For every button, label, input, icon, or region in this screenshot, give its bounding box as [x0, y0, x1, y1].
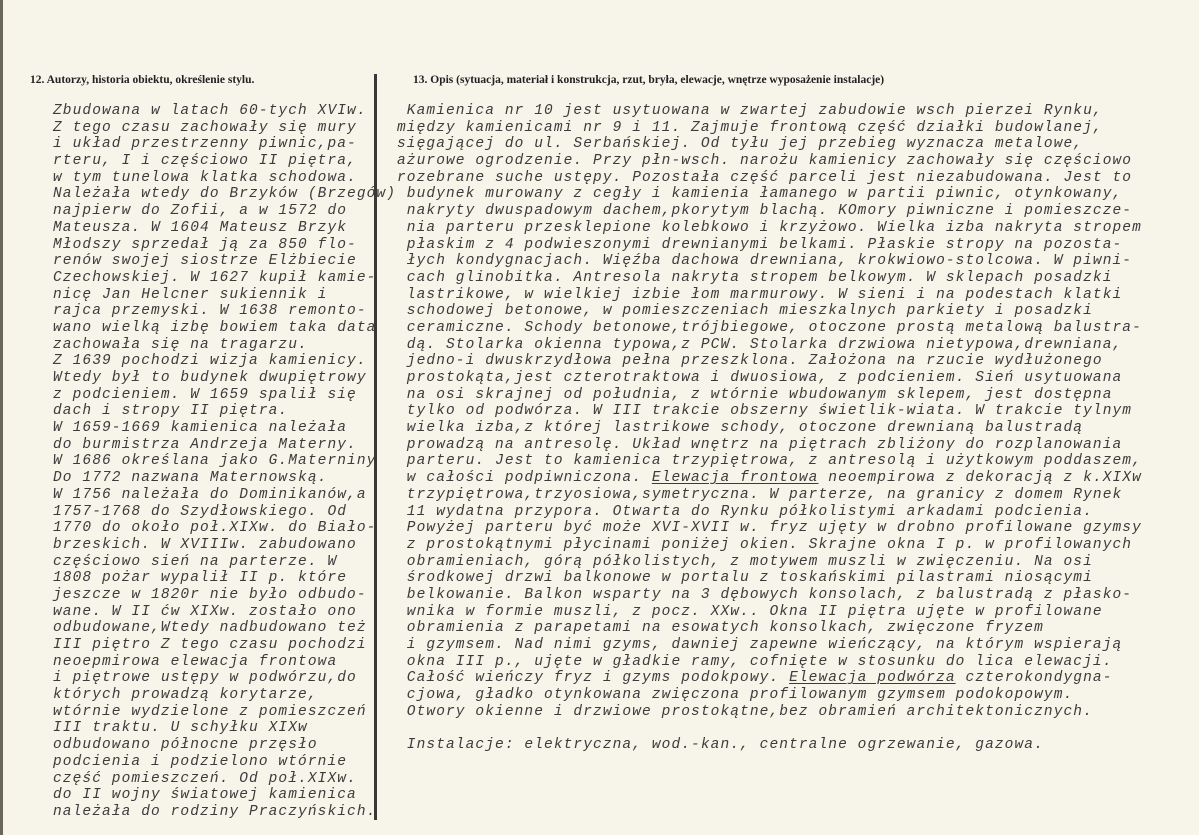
history-line: wtórnie wydzielone z pomieszczeń — [53, 703, 367, 720]
description-text-segment: rozebrane suche ustępy. Pozostała część parceli jest niezabudowana. Jest to — [397, 169, 1133, 186]
history-line: część pomieszczeń. Od poł.XIXw. — [53, 770, 357, 787]
description-text-segment: budynek murowany z cegły i kamienia łamanego w partii piwnic, otynkowany, — [397, 186, 1123, 203]
history-line: odbudowano północne przęsło — [53, 737, 318, 754]
description-line — [397, 120, 1142, 137]
description-text-segment: ceramiczne. Schody betonowe,trójbiegowe, otoczone prostą metalową balustra- — [397, 319, 1142, 336]
history-line: W 1686 określana jako G.Materniny — [53, 453, 377, 470]
description-line — [397, 337, 1142, 354]
history-line: Mateusza. W 1604 Mateusz Brzyk — [53, 219, 348, 236]
history-line: Należała wtedy do Brzyków (Brzegów) — [53, 186, 397, 203]
description-text-segment: czterokondygna- — [955, 670, 1113, 687]
description-text-segment: Otwory okienne i drzwiowe prostokątne,bez obramień architektonicznych. — [397, 703, 1093, 720]
description-line — [397, 737, 1142, 754]
history-line: rteru, I i częściowo II piętra, — [53, 153, 357, 170]
description-text-segment: okna III p., ujęte w gładkie ramy, cofnięte w stosunku do lica elewacji. — [397, 653, 1113, 670]
description-line — [397, 320, 1142, 337]
history-line: brzeskich. W XVIIIw. zabudowano — [53, 536, 357, 553]
history-line: do II wojny światowej kamienica — [53, 787, 357, 804]
description-text-segment: wnika w formie muszli, z pocz. XXw.. Okna II piętra ujęte w profilowane — [397, 603, 1103, 620]
history-line: Do 1772 nazwana Maternowską. — [53, 470, 328, 487]
section-13-heading: 13. Opis (sytuacja, materiał i konstrukcja, rzut, bryła, elewacje, wnętrze wyposażenie instalacje) — [413, 74, 885, 86]
description-line — [397, 570, 1142, 587]
underlined-subheading: Elewacja frontowa — [651, 470, 819, 487]
history-line: W 1756 należała do Dominikanów,a — [53, 486, 367, 503]
description-text-segment: prostokąta,jest czterotraktowa i dwuosiowa, z podcieniem. Sień usytuowana — [397, 370, 1123, 386]
history-line: z podcieniem. W 1659 spalił się — [53, 386, 357, 403]
description-text-segment: obramieniach, górą półkolistych, z motywem muszli w zwięczeniu. Na osi — [397, 553, 1093, 570]
history-line: Wtedy był to budynek dwupiętrowy — [53, 370, 367, 386]
description-line — [397, 537, 1142, 554]
history-line: neoepmirowa elewacja frontowa — [53, 653, 338, 670]
history-line: i układ przestrzenny piwnic,pa- — [53, 136, 357, 153]
description-text-segment: schodowej betonowe, w pomieszczeniach mieszkalnych parkiety i posadzki — [397, 303, 1093, 320]
description-line — [397, 170, 1142, 187]
description-line — [397, 153, 1142, 170]
description-text-segment: Kamienica nr 10 jest usytuowana w zwartej zabudowie wsch pierzei Rynku, — [397, 103, 1103, 119]
history-line: jeszcze w 1820r nie było odbudo- — [53, 586, 367, 603]
description-line — [397, 287, 1142, 304]
description-line — [397, 420, 1142, 437]
history-line: W 1659-1669 kamienica należała — [53, 420, 348, 437]
description-text-segment: i gzymsem. Nad nimi gzyms, dawniej zapewne wieńczący, na którym wspierają — [397, 637, 1123, 653]
description-line — [397, 270, 1142, 287]
description-line — [397, 720, 1142, 737]
history-line: Młodszy sprzedał ją za 850 flo- — [53, 236, 357, 253]
description-text-segment: w całości podpiwniczona. — [397, 470, 652, 487]
description-text-segment: środkowej drzwi balkonowe w portalu z toskańskimi pilastrami niosącymi — [397, 570, 1093, 587]
scan-edge — [0, 0, 3, 835]
history-line: należała do rodziny Praczyńskich. — [53, 803, 377, 820]
description-line — [397, 453, 1142, 470]
description-text-segment: ażurowe ogrodzenie. Przy płn-wsch. narożu kamienicy zachowały się częściowo — [397, 153, 1133, 170]
description-line — [397, 303, 1142, 320]
history-line: 1808 pożar wypalił II p. które — [53, 570, 348, 587]
description-text-segment: parteru. Jest to kamienica trzypiętrowa, z antresolą i użytkowym poddaszem, — [397, 453, 1142, 470]
description-text-segment: nia parteru przesklepione kolebkowo i krzyżowo. Wielka izba nakryta stropem — [397, 219, 1142, 236]
description-line — [397, 704, 1142, 721]
description-text-segment: wielka izba,z której lastrikowe schody, otoczone drewnianą balustradą — [397, 420, 1084, 437]
description-line — [397, 470, 1142, 487]
description-line — [397, 387, 1142, 404]
history-line: wano wielką izbę bowiem taka data — [53, 319, 377, 336]
description-line — [397, 437, 1142, 454]
history-line: w tym tunelowa klatka schodowa. — [53, 169, 357, 186]
description-text-segment: lastrikowe, w wielkiej izbie łom marmurowy. W sieni i na podestach klatki — [397, 286, 1123, 303]
description-text-segment: Powyżej parteru być może XVI-XVII w. fryz ujęty w drobno profilowane gzymsy — [397, 520, 1142, 537]
history-line: nicę Jan Helcner sukiennik i — [53, 286, 328, 303]
history-line: i piętrowe ustępy w podwórzu,do — [53, 670, 357, 687]
history-line: 1770 do około poł.XIXw. do Biało- — [53, 520, 377, 537]
history-line: III traktu. U schyłku XIXw — [53, 720, 308, 737]
description-text-segment: Całość wieńczy fryz i gzyms podokpowy. — [397, 670, 790, 687]
history-line: których prowadzą korytarze, — [53, 687, 318, 704]
history-line: Zbudowana w latach 60-tych XVIw. — [53, 103, 367, 119]
history-line: zachowała się na tragarzu. — [53, 336, 308, 353]
description-line — [397, 504, 1142, 521]
description-text-segment: prowadzą na antresolę. Układ wnętrz na piętrach zbliżony do rozplanowania — [397, 436, 1123, 453]
description-text-segment: tylko od podwórza. W III trakcie obszerny świetlik-wiata. W trakcie tylnym — [397, 403, 1133, 420]
description-line — [397, 186, 1142, 203]
description-text-segment: neoempirowa z dekoracją z k.XIXw — [818, 470, 1142, 487]
description-line — [397, 203, 1142, 220]
description-line — [397, 237, 1142, 254]
description-line — [397, 654, 1142, 671]
description-line — [397, 253, 1142, 270]
description-line — [397, 353, 1142, 370]
description-line — [397, 604, 1142, 621]
description-line — [397, 403, 1142, 420]
history-line: wane. W II ćw XIXw. zostało ono — [53, 603, 357, 620]
section-12-heading: 12. Autorzy, historia obiektu, określenie stylu. — [30, 74, 255, 86]
history-line: częściowo sień na parterze. W — [53, 553, 338, 570]
description-text-segment: cjowa, gładko otynkowana zwięczona profilowanym gzymsem podokopowym. — [397, 687, 1074, 704]
description-text-segment: jedno-i dwuskrzydłowa pełna przeszklona. Założona na rzucie wydłużonego — [397, 353, 1103, 370]
description-line — [397, 554, 1142, 571]
description-line — [397, 687, 1142, 704]
description-line — [397, 103, 1142, 120]
history-line: dach i stropy II piętra. — [53, 403, 289, 420]
description-text-segment: cach glinobitka. Antresola nakryta stropem belkowym. W sklepach posadzki — [397, 269, 1113, 286]
description-line — [397, 520, 1142, 537]
description-line — [397, 587, 1142, 604]
description-text-segment: trzypiętrowa,trzyosiowa,symetryczna. W parterze, na granicy z domem Rynek — [397, 486, 1123, 503]
description-text-segment: płaskim z 4 podwieszonymi drewnianymi belkami. Płaskie stropy na pozosta- — [397, 236, 1123, 253]
underlined-subheading: Elewacja podwórza — [789, 670, 956, 687]
description-text-segment: dą. Stolarka okienna typowa,z PCW. Stolarka drzwiowa nietypowa,drewniana, — [397, 336, 1123, 353]
history-line: III piętro Z tego czasu pochodzi — [53, 637, 367, 653]
history-line: Czechowskiej. W 1627 kupił kamie- — [53, 269, 377, 286]
description-text-segment: belkowanie. Balkon wsparty na 3 dębowych konsolach, z balustradą z płasko- — [397, 586, 1133, 603]
description-line — [397, 620, 1142, 637]
history-line: odbudowane,Wtedy nadbudowano też — [53, 620, 367, 637]
description-text-segment: między kamienicami nr 9 i 11. Zajmuje frontową część działki budowlanej, — [397, 119, 1103, 136]
description-text — [397, 103, 1142, 754]
history-line: najpierw do Zofii, a w 1572 do — [53, 203, 348, 220]
history-line: renów swojej siostrze Elżbiecie — [53, 253, 357, 270]
history-line: do burmistrza Andrzeja Materny. — [53, 436, 357, 453]
description-line — [397, 136, 1142, 153]
description-text-segment: na osi skrajnej od południa, z wtórnie wbudowanym sklepem, jest dostępna — [397, 386, 1113, 403]
description-line — [397, 487, 1142, 504]
description-text-segment: 11 wydatna przypora. Otwarta do Rynku półkolistymi arkadami podcienia. — [397, 503, 1093, 520]
description-text-segment: łych kondygnacjach. Więźba dachowa drewniana, krokwiowo-stolcowa. W piwni- — [397, 253, 1133, 270]
description-text-segment: obramienia z parapetami na esowatych konsolkach, zwięczone fryzem — [397, 620, 1044, 637]
description-text-segment: Instalacje: elektryczna, wod.-kan., centralne ogrzewanie, gazowa. — [397, 737, 1044, 754]
history-line: rajca przemyski. W 1638 remonto- — [53, 303, 367, 320]
description-text-segment: nakryty dwuspadowym dachem,pkorytym blachą. KOmory piwniczne i pomieszcze- — [397, 203, 1133, 220]
history-text — [53, 103, 396, 821]
description-line — [397, 637, 1142, 654]
description-line — [397, 220, 1142, 237]
history-line: podcienia i podzielono wtórnie — [53, 753, 348, 770]
history-line: Z tego czasu zachowały się mury — [53, 119, 357, 136]
description-text-segment: sięgającej do ul. Serbańskiej. Od tyłu jej przebieg wyznacza metalowe, — [397, 136, 1084, 153]
history-line: Z 1639 pochodzi wizja kamienicy. — [53, 353, 367, 370]
description-text-segment: z prostokątnymi płycinami poniżej okien. Skrajne okna I p. w profilowanych — [397, 536, 1133, 553]
description-line — [397, 670, 1142, 687]
history-line: 1757-1768 do Szydłowskiego. Od — [53, 503, 348, 520]
description-line — [397, 370, 1142, 387]
